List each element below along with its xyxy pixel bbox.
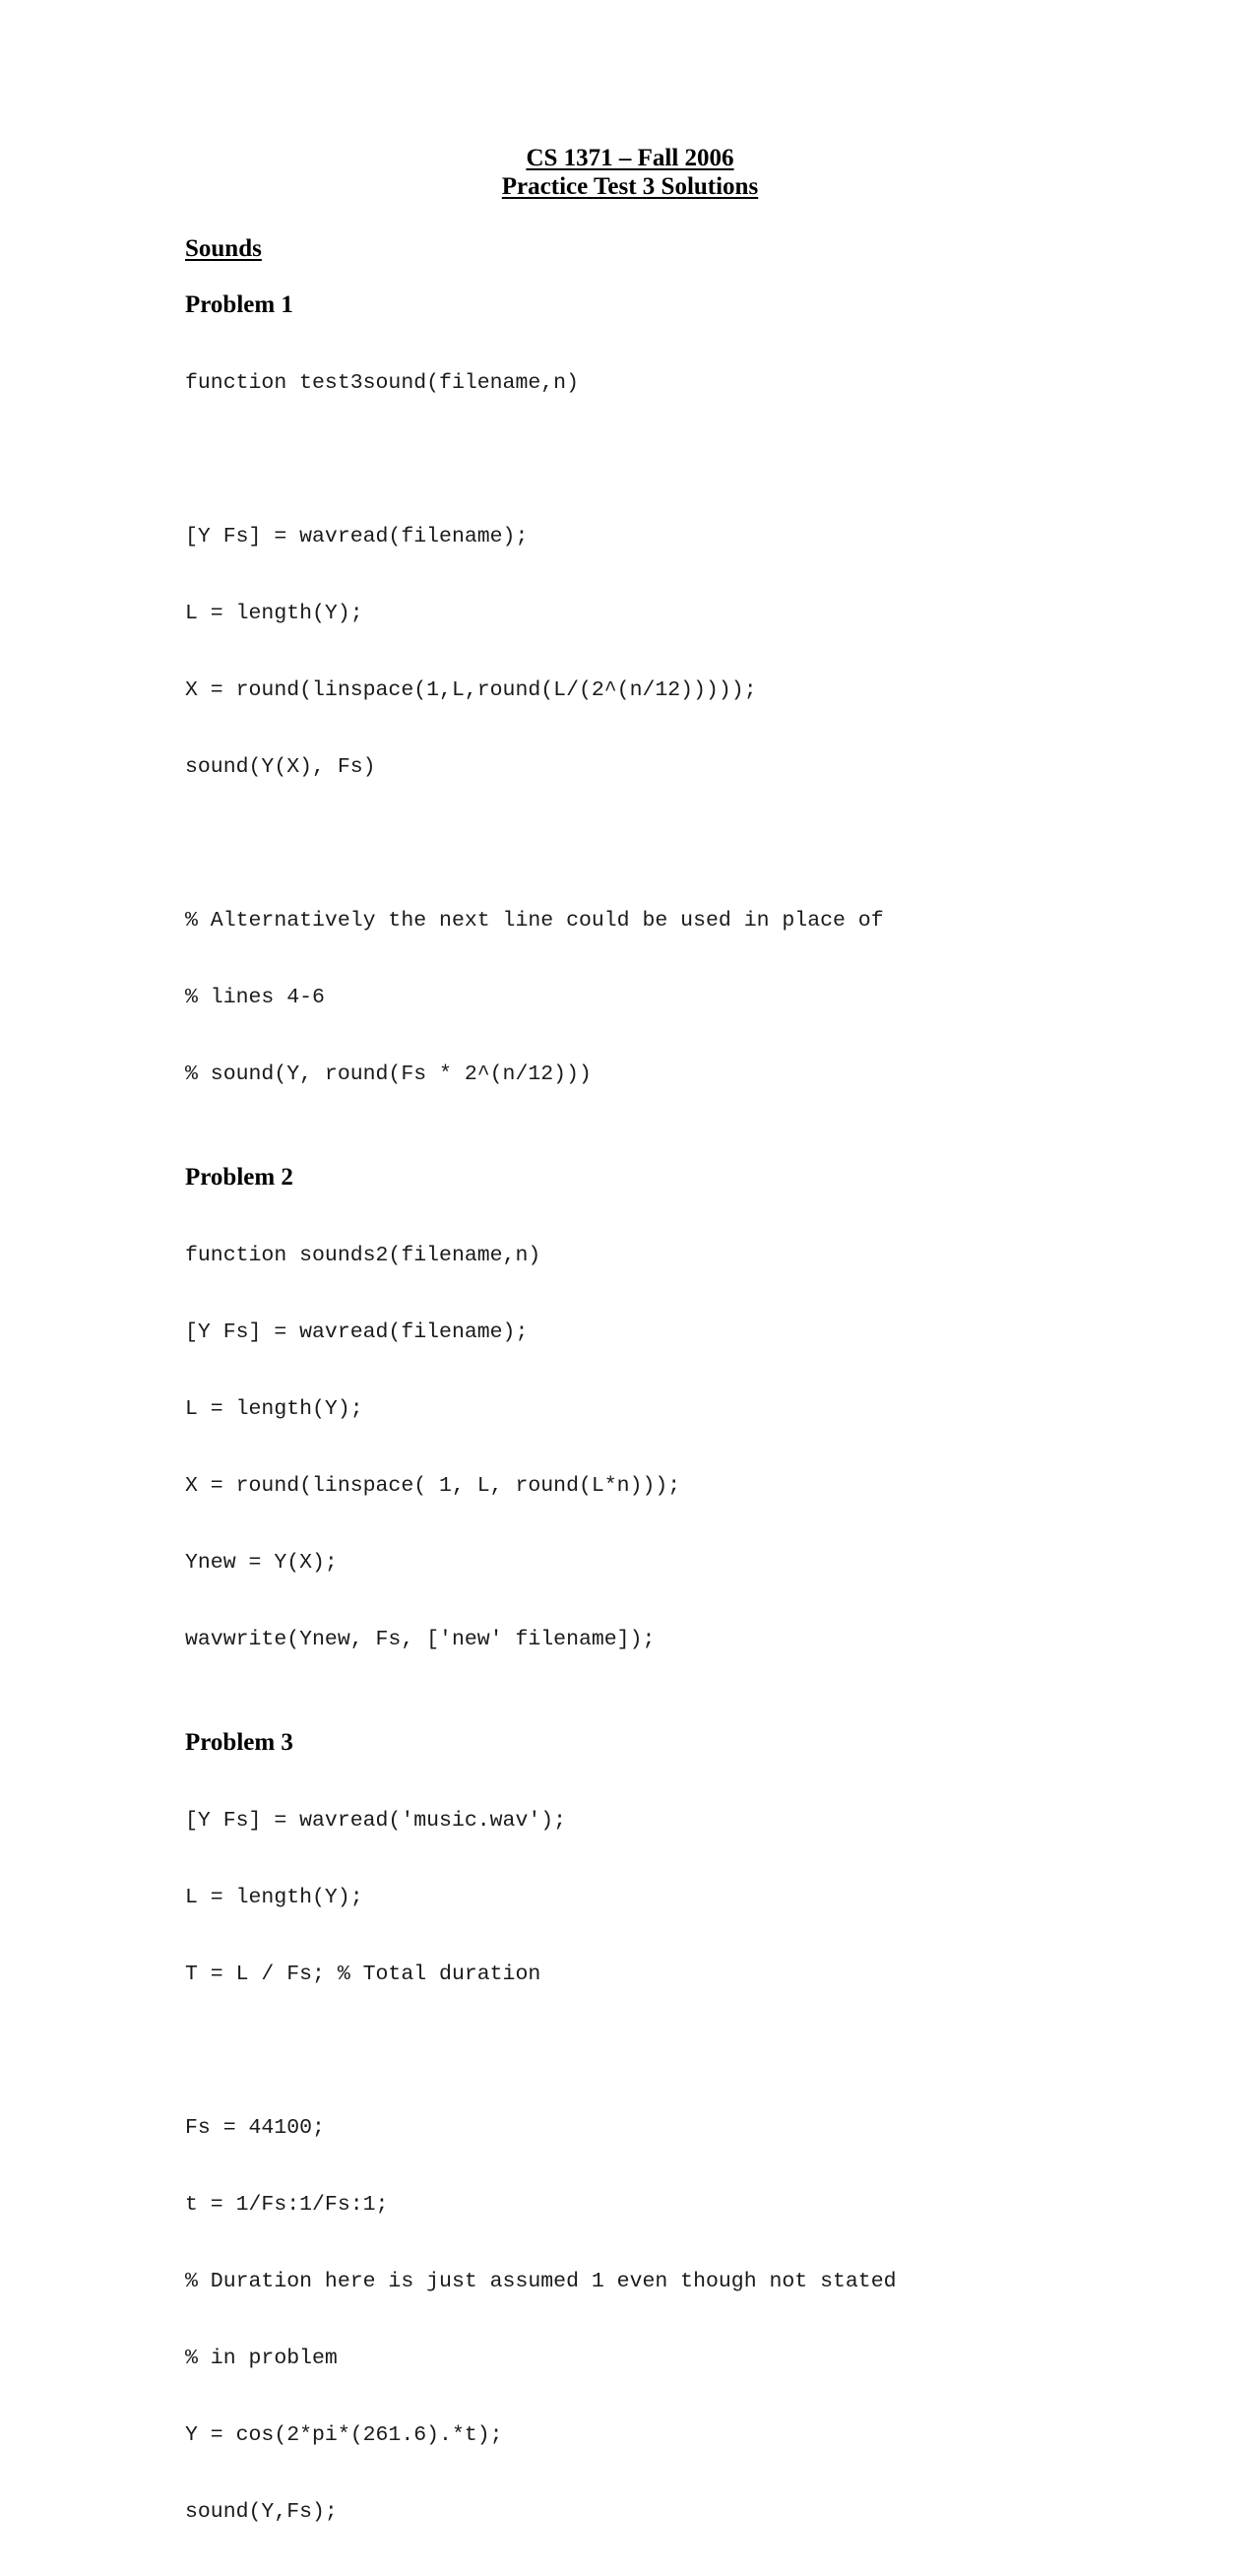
code-comment-line: % Alternatively the next line could be used in place of xyxy=(185,909,884,933)
problem-3-code xyxy=(185,1757,1209,2576)
code-comment-line: % sound(Y, round(Fs * 2^(n/12))) xyxy=(185,1063,592,1086)
spacer xyxy=(185,1704,1209,1728)
code-comment-line: % lines 4-6 xyxy=(185,986,325,1009)
section-heading-sounds: Sounds xyxy=(185,235,262,262)
code-line: function sounds2(filename,n) xyxy=(185,1244,541,1267)
code-comment-line: % Duration here is just assumed 1 even though not stated xyxy=(185,2270,897,2293)
code-comment-line: % in problem xyxy=(185,2347,338,2370)
document-body xyxy=(185,234,1209,2576)
code-line: [Y Fs] = wavread(filename); xyxy=(185,1320,529,1344)
code-line: sound(Y(X), Fs) xyxy=(185,755,376,779)
code-line: L = length(Y); xyxy=(185,1886,363,1909)
code-line: Y = cos(2*pi*(261.6).*t); xyxy=(185,2423,503,2447)
problem-1 xyxy=(185,290,1209,1138)
code-blank-line xyxy=(185,447,1209,473)
problem-1-heading: Problem 1 xyxy=(185,291,293,318)
code-line: X = round(linspace( 1, L, round(L*n))); xyxy=(185,1474,681,1498)
code-line: t = 1/Fs:1/Fs:1; xyxy=(185,2193,389,2217)
code-line: Ynew = Y(X); xyxy=(185,1551,338,1575)
code-line: function test3sound(filename,n) xyxy=(185,371,579,395)
problem-2 xyxy=(185,1163,1209,1704)
code-line: Fs = 44100; xyxy=(185,2116,325,2140)
spacer xyxy=(185,1138,1209,1163)
title-subtitle: Practice Test 3 Solutions xyxy=(501,173,759,200)
problem-2-code xyxy=(185,1191,1209,1704)
code-line: L = length(Y); xyxy=(185,602,363,625)
code-blank-line xyxy=(185,2038,1209,2064)
title-course: CS 1371 – Fall 2006 xyxy=(526,145,734,171)
problem-2-heading: Problem 2 xyxy=(185,1164,293,1191)
document-title xyxy=(0,144,1260,201)
code-line: L = length(Y); xyxy=(185,1397,363,1421)
code-blank-line xyxy=(185,831,1209,857)
problem-1-code xyxy=(185,319,1209,1138)
code-line: T = L / Fs; % Total duration xyxy=(185,1963,541,1986)
code-line: wavwrite(Ynew, Fs, ['new' filename]); xyxy=(185,1628,656,1651)
code-line: X = round(linspace(1,L,round(L/(2^(n/12))))); xyxy=(185,678,757,702)
code-line: sound(Y,Fs); xyxy=(185,2500,338,2524)
problem-3-heading: Problem 3 xyxy=(185,1729,293,1756)
code-line: [Y Fs] = wavread('music.wav'); xyxy=(185,1809,567,1833)
problem-3 xyxy=(185,1728,1209,2576)
code-line: [Y Fs] = wavread(filename); xyxy=(185,525,529,548)
